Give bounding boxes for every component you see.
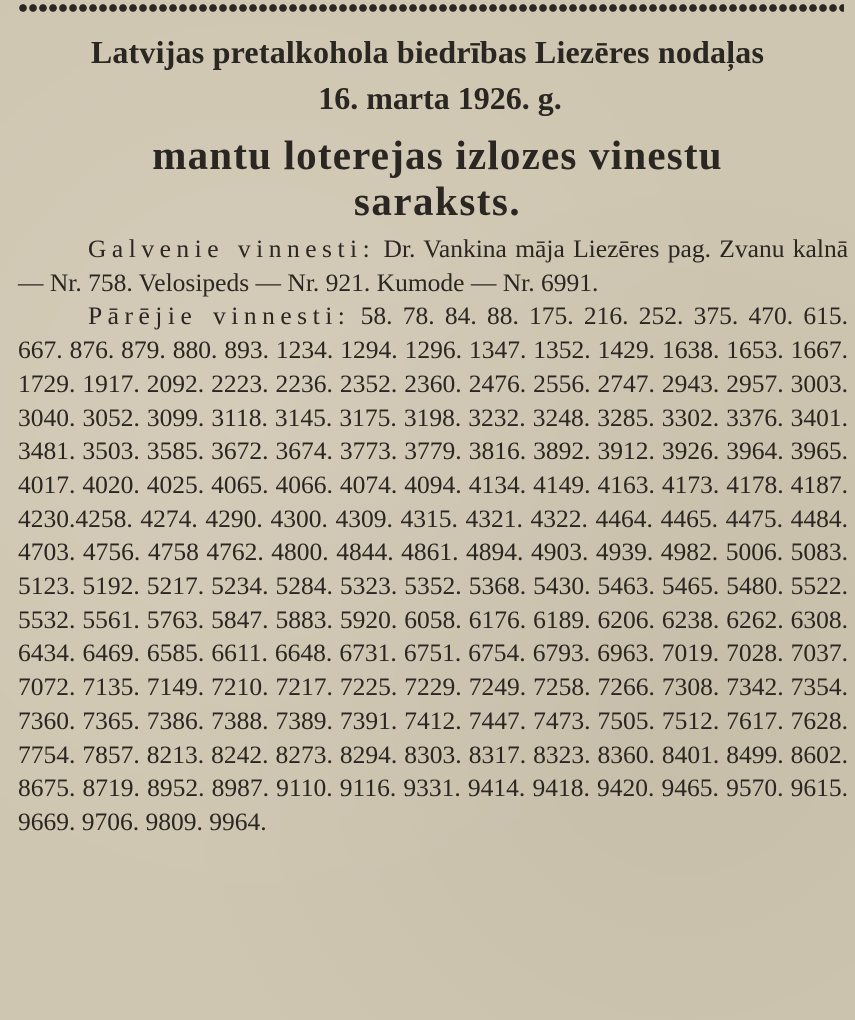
heading-organization: Latvijas pretalkohola biedrības Liezēres nodaļas bbox=[90, 34, 765, 70]
other-prizes-numbers: 58. 78. 84. 88. 175. 216. 252. 375. 470. 615. 667. 876. 879. 880. 893. 1234. 1294. 1296. 1347. 1352. 1429. 1638. 1653. 1667. 1729. 1917. 2092. 2223. 2236. 2352. 2360. 2476. 2556. 2747. 2943. 2957. 3003. 3040. 3052. 3099. 3118. 3145. 3175. 3198. 3232. 3248. 3285. 3302. 3376. 3401. 3481. 3503. 3585. 3672. 3674. 3773. 3779. 3816. 3892. 3912. 3926. 3964. 3965. 4017. 4020. 4025. 4065. 4066. 4074. 4094. 4134. 4149. 4163. 4173. 4178. 4187. 4230.4258. 4274. 4290. 4300. 4309. 4315. 4321. 4322. 4464. 4465. 4475. 4484. 4703. 4756. 4758 4762. 4800. 4844. 4861. 4894. 4903. 4939. 4982. 5006. 5083. 5123. 5192. 5217. 5234. 5284. 5323. 5352. 5368. 5430. 5463. 5465. 5480. 5522. 5532. 5561. 5763. 5847. 5883. 5920. 6058. 6176. 6189. 6206. 6238. 6262. 6308. 6434. 6469. 6585. 6611. 6648. 6731. 6751. 6754. 6793. 6963. 7019. 7028. 7037. 7072. 7135. 7149. 7210. 7217. 7225. 7229. 7249. 7258. 7266. 7308. 7342. 7354. 7360. 7365. 7386. 7388. 7389. 7391. 7412. 7447. 7473. 7505. 7512. 7617. 7628. 7754. 7857. 8213. 8242. 8273. 8294. 8303. 8317. 8323. 8360. 8401. 8499. 8602. 8675. 8719. 8952. 8987. 9110. 9116. 9331. 9414. 9418. 9420. 9465. 9570. 9615. 9669. 9706. 9809. 9964. bbox=[18, 301, 848, 836]
main-prizes-label: Galvenie vinnesti: bbox=[88, 234, 376, 263]
article-body bbox=[18, 232, 848, 839]
other-prizes-label: Pārējie vinnesti: bbox=[88, 301, 351, 331]
main-prizes-text: Dr. Vankina māja Liezēres pag. Zvanu kalnā — Nr. 758. Velosipeds — Nr. 921. Kumode — Nr. 6991. bbox=[18, 234, 849, 297]
heading-date: 16. marta 1926. g. bbox=[318, 80, 562, 116]
main-prizes-paragraph bbox=[18, 232, 848, 299]
heading-title: mantu loterejas izlozes vinestu bbox=[152, 132, 723, 178]
heading-title-end: saraksts. bbox=[353, 178, 522, 224]
ornament-rule bbox=[18, 2, 844, 14]
other-prizes-paragraph bbox=[18, 299, 848, 838]
